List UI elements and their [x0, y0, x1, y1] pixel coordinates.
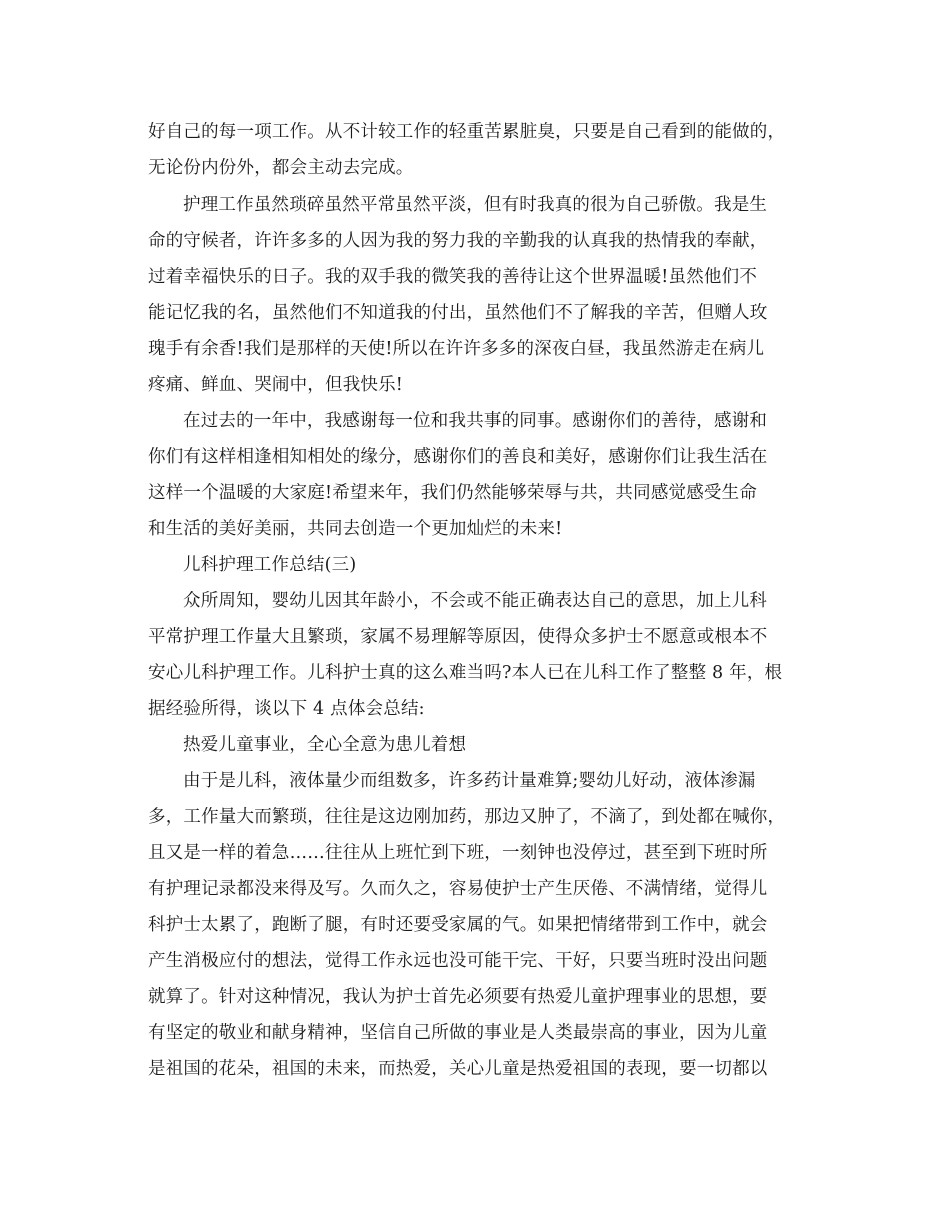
text-line: 能记忆我的名，虽然他们不知道我的付出，虽然他们不了解我的辛苦，但赠人玫 — [148, 303, 768, 323]
text-line: 和生活的美好美丽，共同去创造一个更加灿烂的未来! — [148, 519, 563, 539]
text-line: 且又是一样的着急……往往从上班忙到下班，一刻钟也没停过，甚至到下班时所 — [148, 843, 768, 863]
text-line: 有坚定的敬业和献身精神，坚信自己所做的事业是人类最崇高的事业，因为儿童 — [148, 1023, 768, 1043]
text-line: 无论份内份外，都会主动去完成。 — [148, 158, 414, 178]
text-line: 就算了。针对这种情况，我认为护士首先必须要有热爱儿童护理事业的思想，要 — [148, 987, 768, 1007]
paragraph-start-line: 在过去的一年中，我感谢每一位和我共事的同事。感谢你们的善待，感谢和 — [183, 411, 768, 431]
paragraph-start-line: 众所周知，婴幼儿因其年龄小，不会或不能正确表达自己的意思，加上儿科 — [183, 591, 768, 611]
paragraph-start-line: 由于是儿科，液体量少而组数多，许多药计量难算;婴幼儿好动，液体渗漏 — [183, 771, 756, 791]
text-line: 过着幸福快乐的日子。我的双手我的微笑我的善待让这个世界温暖!虽然他们不 — [148, 267, 758, 287]
text-line: 瑰手有余香!我们是那样的天使!所以在许许多多的深夜白昼，我虽然游走在病儿 — [148, 339, 765, 359]
text-line: 产生消极应付的想法，觉得工作永远也没可能干完、干好，只要当班时没出问题 — [148, 951, 768, 971]
text-line: 据经验所得，谈以下 4 点体会总结: — [148, 699, 425, 719]
subsection-heading: 热爱儿童事业，全心全意为患儿着想 — [183, 735, 467, 755]
text-line: 命的守候者，许许多多的人因为我的努力我的辛勤我的认真我的热情我的奉献， — [148, 231, 768, 251]
text-line: 安心儿科护理工作。儿科护士真的这么难当吗?本人已在儿科工作了整整 8 年，根 — [148, 663, 783, 683]
text-line: 平常护理工作量大且繁琐，家属不易理解等原因，使得众多护士不愿意或根本不 — [148, 627, 768, 647]
text-line: 是祖国的花朵，祖国的未来，而热爱，关心儿童是热爱祖国的表现，要一切都以 — [148, 1059, 768, 1079]
text-line: 多，工作量大而繁琐，往往是这边刚加药，那边又肿了，不滴了，到处都在喊你， — [148, 807, 786, 827]
section-heading: 儿科护理工作总结(三) — [183, 555, 357, 575]
text-line: 这样一个温暖的大家庭!希望来年，我们仍然能够荣辱与共，共同感觉感受生命 — [148, 483, 758, 503]
text-line: 你们有这样相逢相知相处的缘分，感谢你们的善良和美好，感谢你们让我生活在 — [148, 447, 768, 467]
text-line: 科护士太累了，跑断了腿，有时还要受家属的气。如果把情绪带到工作中，就会 — [148, 915, 768, 935]
text-line: 有护理记录都没来得及写。久而久之，容易使护士产生厌倦、不满情绪，觉得儿 — [148, 879, 768, 899]
text-line: 好自己的每一项工作。从不计较工作的轻重苦累脏臭，只要是自己看到的能做的， — [148, 122, 786, 142]
text-line: 疼痛、鲜血、哭闹中，但我快乐! — [148, 375, 404, 395]
paragraph-start-line: 护理工作虽然琐碎虽然平常虽然平淡，但有时我真的很为自己骄傲。我是生 — [183, 195, 768, 215]
